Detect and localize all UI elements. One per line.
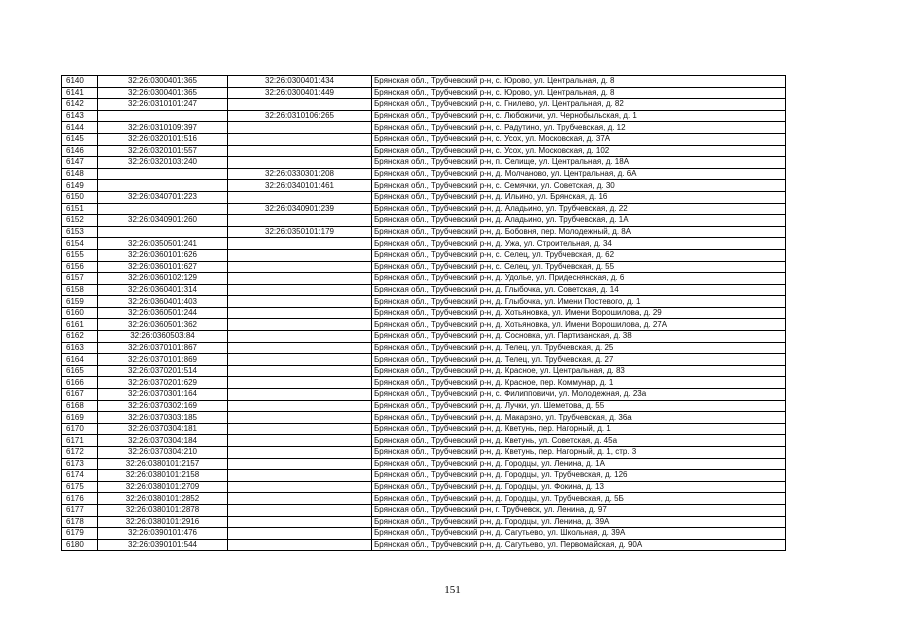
cadastral-number-1-cell: 32:26:0320103:240 bbox=[98, 157, 228, 169]
cadastral-number-1-cell: 32:26:0380101:2157 bbox=[98, 458, 228, 470]
address-cell: Брянская обл., Трубчевский р-н, д. Аладьино, ул. Трубчевская, д. 22 bbox=[372, 203, 786, 215]
cadastral-number-1-cell: 32:26:0360101:626 bbox=[98, 249, 228, 261]
cadastral-number-2-cell bbox=[228, 447, 372, 459]
row-number-cell: 6140 bbox=[62, 76, 98, 88]
cadastral-number-2-cell bbox=[228, 516, 372, 528]
address-cell: Брянская обл., Трубчевский р-н, с. Радутино, ул. Трубчевская, д. 12 bbox=[372, 122, 786, 134]
table-row bbox=[62, 215, 786, 227]
table-row bbox=[62, 435, 786, 447]
cadastral-number-1-cell: 32:26:0340701:223 bbox=[98, 191, 228, 203]
address-cell: Брянская обл., Трубчевский р-н, с. Любожичи, ул. Чернобыльская, д. 1 bbox=[372, 110, 786, 122]
table-row bbox=[62, 99, 786, 111]
table-row bbox=[62, 191, 786, 203]
cadastral-number-2-cell bbox=[228, 273, 372, 285]
cadastral-number-1-cell: 32:26:0360101:627 bbox=[98, 261, 228, 273]
row-number-cell: 6180 bbox=[62, 539, 98, 551]
table-row bbox=[62, 470, 786, 482]
cadastral-number-1-cell: 32:26:0340901:260 bbox=[98, 215, 228, 227]
row-number-cell: 6174 bbox=[62, 470, 98, 482]
row-number-cell: 6159 bbox=[62, 296, 98, 308]
row-number-cell: 6142 bbox=[62, 99, 98, 111]
table-row bbox=[62, 133, 786, 145]
table-row bbox=[62, 365, 786, 377]
cadastral-number-2-cell bbox=[228, 331, 372, 343]
cadastral-number-1-cell: 32:26:0390101:544 bbox=[98, 539, 228, 551]
row-number-cell: 6169 bbox=[62, 412, 98, 424]
cadastral-number-2-cell bbox=[228, 528, 372, 540]
cadastral-number-2-cell bbox=[228, 215, 372, 227]
table-row bbox=[62, 539, 786, 551]
address-cell: Брянская обл., Трубчевский р-н, с. Усох, ул. Московская, д. 37А bbox=[372, 133, 786, 145]
address-cell: Брянская обл., Трубчевский р-н, д. Городцы, ул. Трубчевская, д. 126 bbox=[372, 470, 786, 482]
cadastral-number-1-cell: 32:26:0390101:476 bbox=[98, 528, 228, 540]
row-number-cell: 6158 bbox=[62, 284, 98, 296]
table-row bbox=[62, 180, 786, 192]
cadastral-number-1-cell: 32:26:0360501:362 bbox=[98, 319, 228, 331]
cadastral-number-1-cell: 32:26:0300401:365 bbox=[98, 76, 228, 88]
table-row bbox=[62, 528, 786, 540]
address-cell: Брянская обл., Трубчевский р-н, с. Юрово, ул. Центральная, д. 8 bbox=[372, 76, 786, 88]
table-row bbox=[62, 481, 786, 493]
address-cell: Брянская обл., Трубчевский р-н, д. Городцы, ул. Трубчевская, д. 5Б bbox=[372, 493, 786, 505]
table-row bbox=[62, 261, 786, 273]
cadastral-number-2-cell bbox=[228, 145, 372, 157]
row-number-cell: 6141 bbox=[62, 87, 98, 99]
row-number-cell: 6156 bbox=[62, 261, 98, 273]
cadastral-number-1-cell: 32:26:0310109:397 bbox=[98, 122, 228, 134]
cadastral-number-2-cell: 32:26:0300401:449 bbox=[228, 87, 372, 99]
table-row bbox=[62, 447, 786, 459]
cadastral-number-1-cell: 32:26:0370303:185 bbox=[98, 412, 228, 424]
cadastral-number-1-cell: 32:26:0380101:2852 bbox=[98, 493, 228, 505]
cadastral-number-1-cell: 32:26:0320101:516 bbox=[98, 133, 228, 145]
table-row bbox=[62, 354, 786, 366]
cadastral-number-1-cell: 32:26:0380101:2878 bbox=[98, 504, 228, 516]
address-cell: Брянская обл., Трубчевский р-н, г. Трубчевск, ул. Ленина, д. 97 bbox=[372, 504, 786, 516]
table-row bbox=[62, 493, 786, 505]
row-number-cell: 6172 bbox=[62, 447, 98, 459]
cadastral-number-1-cell bbox=[98, 226, 228, 238]
cadastral-number-2-cell bbox=[228, 261, 372, 273]
address-cell: Брянская обл., Трубчевский р-н, д. Городцы, ул. Ленина, д. 1А bbox=[372, 458, 786, 470]
address-cell: Брянская обл., Трубчевский р-н, д. Молчаново, ул. Центральная, д. 6А bbox=[372, 168, 786, 180]
cadastral-number-2-cell bbox=[228, 284, 372, 296]
table-row bbox=[62, 331, 786, 343]
cadastral-number-1-cell: 32:26:0370101:867 bbox=[98, 342, 228, 354]
cadastral-number-2-cell bbox=[228, 307, 372, 319]
address-cell: Брянская обл., Трубчевский р-н, д. Телец, ул. Трубчевская, д. 27 bbox=[372, 354, 786, 366]
cadastral-number-2-cell bbox=[228, 470, 372, 482]
table-row bbox=[62, 389, 786, 401]
address-cell: Брянская обл., Трубчевский р-н, д. Макарзно, ул. Трубчевская, д. 36а bbox=[372, 412, 786, 424]
cadastral-number-1-cell: 32:26:0360501:244 bbox=[98, 307, 228, 319]
row-number-cell: 6145 bbox=[62, 133, 98, 145]
row-number-cell: 6152 bbox=[62, 215, 98, 227]
cadastral-number-2-cell bbox=[228, 249, 372, 261]
cadastral-number-2-cell bbox=[228, 493, 372, 505]
cadastral-number-1-cell: 32:26:0360102:129 bbox=[98, 273, 228, 285]
cadastral-number-1-cell: 32:26:0370201:629 bbox=[98, 377, 228, 389]
cadastral-number-1-cell: 32:26:0380101:2916 bbox=[98, 516, 228, 528]
row-number-cell: 6154 bbox=[62, 238, 98, 250]
cadastral-number-1-cell: 32:26:0380101:2709 bbox=[98, 481, 228, 493]
address-cell: Брянская обл., Трубчевский р-н, с. Селец, ул. Трубчевская, д. 55 bbox=[372, 261, 786, 273]
cadastral-number-1-cell: 32:26:0320101:557 bbox=[98, 145, 228, 157]
row-number-cell: 6170 bbox=[62, 423, 98, 435]
row-number-cell: 6153 bbox=[62, 226, 98, 238]
table-row bbox=[62, 110, 786, 122]
address-cell: Брянская обл., Трубчевский р-н, д. Красное, пер. Коммунар, д. 1 bbox=[372, 377, 786, 389]
table-row bbox=[62, 157, 786, 169]
table-body bbox=[62, 76, 786, 551]
table-row bbox=[62, 423, 786, 435]
cadastral-number-2-cell: 32:26:0340901:239 bbox=[228, 203, 372, 215]
row-number-cell: 6149 bbox=[62, 180, 98, 192]
table-row bbox=[62, 458, 786, 470]
address-cell: Брянская обл., Трубчевский р-н, д. Хотьяновка, ул. Имени Ворошилова, д. 29 bbox=[372, 307, 786, 319]
row-number-cell: 6165 bbox=[62, 365, 98, 377]
cadastral-number-1-cell: 32:26:0360401:403 bbox=[98, 296, 228, 308]
registry-table-container bbox=[61, 75, 785, 551]
cadastral-number-2-cell bbox=[228, 365, 372, 377]
row-number-cell: 6144 bbox=[62, 122, 98, 134]
row-number-cell: 6143 bbox=[62, 110, 98, 122]
address-cell: Брянская обл., Трубчевский р-н, с. Селец, ул. Трубчевская, д. 62 bbox=[372, 249, 786, 261]
table-row bbox=[62, 307, 786, 319]
cadastral-number-1-cell: 32:26:0300401:365 bbox=[98, 87, 228, 99]
address-cell: Брянская обл., Трубчевский р-н, д. Городцы, ул. Фокина, д. 13 bbox=[372, 481, 786, 493]
address-cell: Брянская обл., Трубчевский р-н, с. Усох, ул. Московская, д. 102 bbox=[372, 145, 786, 157]
address-cell: Брянская обл., Трубчевский р-н, д. Кветунь, ул. Советская, д. 45а bbox=[372, 435, 786, 447]
table-row bbox=[62, 296, 786, 308]
row-number-cell: 6171 bbox=[62, 435, 98, 447]
table-row bbox=[62, 238, 786, 250]
table-row bbox=[62, 342, 786, 354]
row-number-cell: 6151 bbox=[62, 203, 98, 215]
cadastral-number-1-cell: 32:26:0370304:181 bbox=[98, 423, 228, 435]
row-number-cell: 6177 bbox=[62, 504, 98, 516]
cadastral-number-2-cell: 32:26:0340101:461 bbox=[228, 180, 372, 192]
table-row bbox=[62, 377, 786, 389]
row-number-cell: 6150 bbox=[62, 191, 98, 203]
address-cell: Брянская обл., Трубчевский р-н, д. Сосновка, ул. Партизанская, д. 38 bbox=[372, 331, 786, 343]
cadastral-number-1-cell: 32:26:0370302:169 bbox=[98, 400, 228, 412]
cadastral-number-2-cell bbox=[228, 458, 372, 470]
table-row bbox=[62, 412, 786, 424]
row-number-cell: 6163 bbox=[62, 342, 98, 354]
address-cell: Брянская обл., Трубчевский р-н, с. Семячки, ул. Советская, д. 30 bbox=[372, 180, 786, 192]
address-cell: Брянская обл., Трубчевский р-н, д. Сагутьево, ул. Первомайская, д. 90А bbox=[372, 539, 786, 551]
cadastral-number-2-cell bbox=[228, 133, 372, 145]
table-row bbox=[62, 168, 786, 180]
address-cell: Брянская обл., Трубчевский р-н, д. Удолье, ул. Придеснянская, д. 6 bbox=[372, 273, 786, 285]
table-row bbox=[62, 122, 786, 134]
address-cell: Брянская обл., Трубчевский р-н, с. Филипповичи, ул. Молодежная, д. 23а bbox=[372, 389, 786, 401]
cadastral-number-1-cell bbox=[98, 180, 228, 192]
address-cell: Брянская обл., Трубчевский р-н, п. Селище, ул. Центральная, д. 18А bbox=[372, 157, 786, 169]
row-number-cell: 6146 bbox=[62, 145, 98, 157]
address-cell: Брянская обл., Трубчевский р-н, д. Кветунь, пер. Нагорный, д. 1 bbox=[372, 423, 786, 435]
table-row bbox=[62, 87, 786, 99]
row-number-cell: 6164 bbox=[62, 354, 98, 366]
cadastral-number-1-cell bbox=[98, 203, 228, 215]
cadastral-number-2-cell: 32:26:0330301:208 bbox=[228, 168, 372, 180]
address-cell: Брянская обл., Трубчевский р-н, д. Аладьино, ул. Трубчевская, д. 1А bbox=[372, 215, 786, 227]
cadastral-number-2-cell bbox=[228, 423, 372, 435]
address-cell: Брянская обл., Трубчевский р-н, д. Сагутьево, ул. Школьная, д. 39А bbox=[372, 528, 786, 540]
address-cell: Брянская обл., Трубчевский р-н, д. Красное, ул. Центральная, д. 83 bbox=[372, 365, 786, 377]
table-row bbox=[62, 145, 786, 157]
table-row bbox=[62, 249, 786, 261]
address-cell: Брянская обл., Трубчевский р-н, д. Лучки, ул. Шеметова, д. 55 bbox=[372, 400, 786, 412]
page-number: 151 bbox=[444, 584, 461, 596]
cadastral-number-2-cell: 32:26:0300401:434 bbox=[228, 76, 372, 88]
registry-table bbox=[61, 75, 786, 551]
cadastral-number-1-cell bbox=[98, 168, 228, 180]
cadastral-number-2-cell bbox=[228, 99, 372, 111]
address-cell: Брянская обл., Трубчевский р-н, д. Ильино, ул. Брянская, д. 16 bbox=[372, 191, 786, 203]
cadastral-number-2-cell: 32:26:0350101:179 bbox=[228, 226, 372, 238]
row-number-cell: 6160 bbox=[62, 307, 98, 319]
cadastral-number-2-cell bbox=[228, 377, 372, 389]
cadastral-number-2-cell bbox=[228, 157, 372, 169]
row-number-cell: 6179 bbox=[62, 528, 98, 540]
cadastral-number-2-cell bbox=[228, 539, 372, 551]
cadastral-number-1-cell: 32:26:0370101:869 bbox=[98, 354, 228, 366]
cadastral-number-2-cell bbox=[228, 238, 372, 250]
cadastral-number-1-cell: 32:26:0360503:84 bbox=[98, 331, 228, 343]
cadastral-number-2-cell bbox=[228, 435, 372, 447]
cadastral-number-1-cell: 32:26:0350501:241 bbox=[98, 238, 228, 250]
cadastral-number-1-cell: 32:26:0370304:184 bbox=[98, 435, 228, 447]
table-row bbox=[62, 284, 786, 296]
address-cell: Брянская обл., Трубчевский р-н, д. Глыбочка, ул. Имени Постевого, д. 1 bbox=[372, 296, 786, 308]
cadastral-number-2-cell bbox=[228, 504, 372, 516]
cadastral-number-2-cell bbox=[228, 191, 372, 203]
address-cell: Брянская обл., Трубчевский р-н, д. Городцы, ул. Ленина, д. 39А bbox=[372, 516, 786, 528]
row-number-cell: 6173 bbox=[62, 458, 98, 470]
cadastral-number-1-cell: 32:26:0370304:210 bbox=[98, 447, 228, 459]
row-number-cell: 6148 bbox=[62, 168, 98, 180]
address-cell: Брянская обл., Трубчевский р-н, д. Ужа, ул. Строительная, д. 34 bbox=[372, 238, 786, 250]
cadastral-number-2-cell bbox=[228, 481, 372, 493]
cadastral-number-2-cell bbox=[228, 389, 372, 401]
row-number-cell: 6166 bbox=[62, 377, 98, 389]
cadastral-number-1-cell: 32:26:0360401:314 bbox=[98, 284, 228, 296]
address-cell: Брянская обл., Трубчевский р-н, с. Юрово, ул. Центральная, д. 8 bbox=[372, 87, 786, 99]
row-number-cell: 6167 bbox=[62, 389, 98, 401]
table-row bbox=[62, 319, 786, 331]
cadastral-number-2-cell: 32:26:0310106:265 bbox=[228, 110, 372, 122]
cadastral-number-2-cell bbox=[228, 122, 372, 134]
row-number-cell: 6176 bbox=[62, 493, 98, 505]
table-row bbox=[62, 516, 786, 528]
address-cell: Брянская обл., Трубчевский р-н, д. Бобовня, пер. Молодежный, д. 8А bbox=[372, 226, 786, 238]
cadastral-number-1-cell: 32:26:0380101:2158 bbox=[98, 470, 228, 482]
cadastral-number-1-cell: 32:26:0310101:247 bbox=[98, 99, 228, 111]
address-cell: Брянская обл., Трубчевский р-н, д. Глыбочка, ул. Советская, д. 14 bbox=[372, 284, 786, 296]
row-number-cell: 6175 bbox=[62, 481, 98, 493]
address-cell: Брянская обл., Трубчевский р-н, д. Кветунь, пер. Нагорный, д. 1, стр. 3 bbox=[372, 447, 786, 459]
cadastral-number-2-cell bbox=[228, 354, 372, 366]
row-number-cell: 6178 bbox=[62, 516, 98, 528]
cadastral-number-2-cell bbox=[228, 342, 372, 354]
cadastral-number-1-cell: 32:26:0370301:164 bbox=[98, 389, 228, 401]
table-row bbox=[62, 400, 786, 412]
cadastral-number-2-cell bbox=[228, 319, 372, 331]
cadastral-number-1-cell bbox=[98, 110, 228, 122]
row-number-cell: 6162 bbox=[62, 331, 98, 343]
row-number-cell: 6168 bbox=[62, 400, 98, 412]
cadastral-number-2-cell bbox=[228, 400, 372, 412]
cadastral-number-2-cell bbox=[228, 296, 372, 308]
table-row bbox=[62, 504, 786, 516]
address-cell: Брянская обл., Трубчевский р-н, д. Телец, ул. Трубчевская, д. 25 bbox=[372, 342, 786, 354]
table-row bbox=[62, 76, 786, 88]
table-row bbox=[62, 273, 786, 285]
address-cell: Брянская обл., Трубчевский р-н, д. Хотьяновка, ул. Имени Ворошилова, д. 27А bbox=[372, 319, 786, 331]
cadastral-number-2-cell bbox=[228, 412, 372, 424]
table-row bbox=[62, 226, 786, 238]
cadastral-number-1-cell: 32:26:0370201:514 bbox=[98, 365, 228, 377]
row-number-cell: 6157 bbox=[62, 273, 98, 285]
address-cell: Брянская обл., Трубчевский р-н, с. Гнилево, ул. Центральная, д. 82 bbox=[372, 99, 786, 111]
row-number-cell: 6147 bbox=[62, 157, 98, 169]
table-row bbox=[62, 203, 786, 215]
row-number-cell: 6161 bbox=[62, 319, 98, 331]
row-number-cell: 6155 bbox=[62, 249, 98, 261]
